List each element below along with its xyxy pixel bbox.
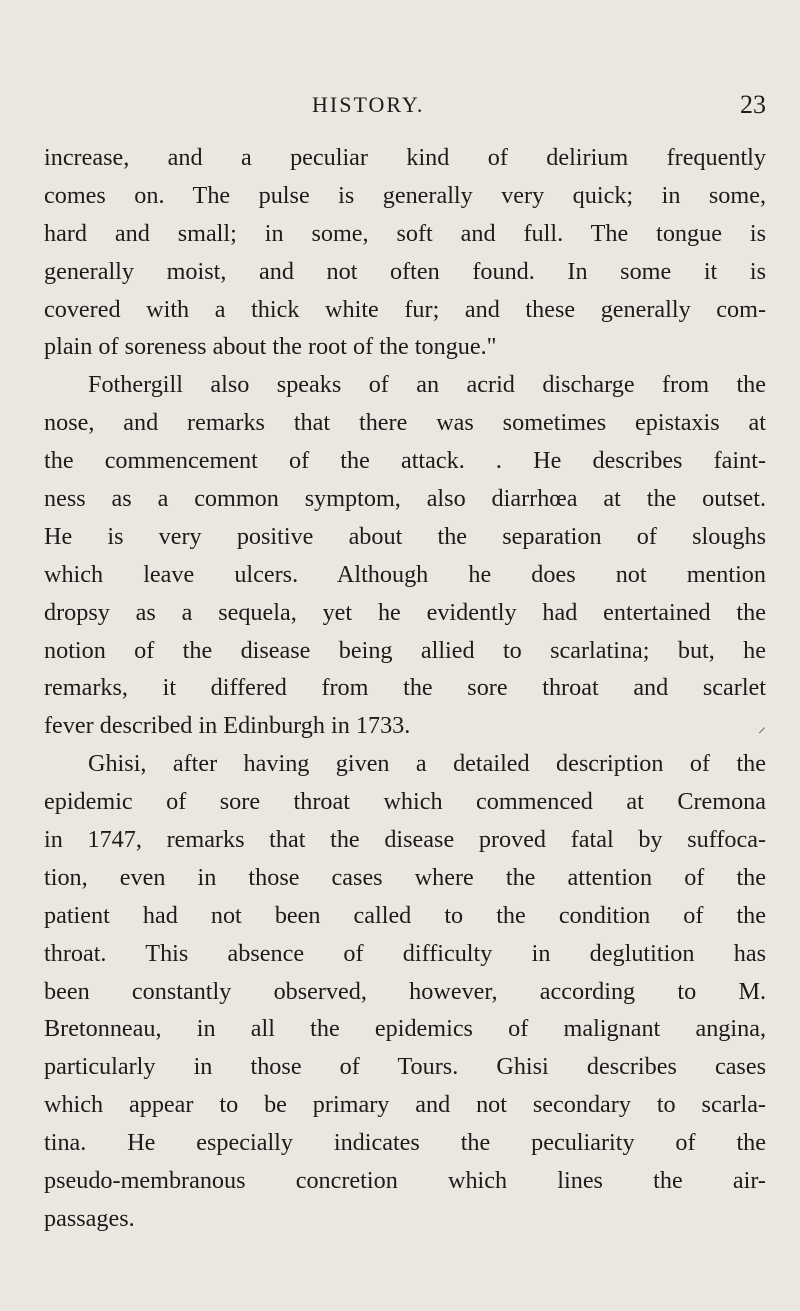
text-line: in 1747, remarks that the disease proved fatal by suffoca- xyxy=(44,826,766,854)
text-line: He is very positive about the separation of sloughs xyxy=(44,522,766,550)
text-line: notion of the disease being allied to scarlatina; but, he xyxy=(44,636,766,664)
text-line: covered with a thick white fur; and these generally com- xyxy=(44,295,766,323)
text-line: which appear to be primary and not secondary to scarla- xyxy=(44,1091,766,1119)
text-line: fever described in Edinburgh in 1733. xyxy=(44,712,411,740)
text-line: ness as a common symptom, also diarrhœa at the outset. xyxy=(44,485,766,513)
text-line: Bretonneau, in all the epidemics of malignant angina, xyxy=(44,1015,766,1043)
text-line: tion, even in those cases where the attention of the xyxy=(44,863,766,891)
text-line: hard and small; in some, soft and full. The tongue is xyxy=(44,219,766,247)
text-line: epidemic of sore throat which commenced at Cremona xyxy=(44,788,766,816)
text-line: Ghisi, after having given a detailed description of the xyxy=(88,750,766,778)
page-number: 23 xyxy=(740,90,766,119)
text-line: nose, and remarks that there was sometimes epistaxis at xyxy=(44,409,766,437)
text-line: patient had not been called to the condition of the xyxy=(44,901,766,929)
text-line: which leave ulcers. Although he does not mention xyxy=(44,560,766,588)
text-line: throat. This absence of difficulty in deglutition has xyxy=(44,939,766,967)
text-line: generally moist, and not often found. In some it is xyxy=(44,257,766,285)
running-head xyxy=(44,92,766,122)
text-line: comes on. The pulse is generally very quick; in some, xyxy=(44,181,766,209)
text-line: passages. xyxy=(44,1204,135,1232)
text-line: pseudo-membranous concretion which lines the air- xyxy=(44,1167,766,1195)
text-line: Fothergill also speaks of an acrid discharge from the xyxy=(88,371,766,399)
text-line: tina. He especially indicates the peculiarity of the xyxy=(44,1129,766,1157)
text-line: plain of soreness about the root of the tongue." xyxy=(44,333,497,361)
text-line: remarks, it differed from the sore throat and scarlet xyxy=(44,674,766,702)
margin-mark: ⸝ xyxy=(757,719,766,736)
text-line: been constantly observed, however, according to M. xyxy=(44,977,766,1005)
body-text xyxy=(44,139,766,1238)
text-line: dropsy as a sequela, yet he evidently had entertained the xyxy=(44,598,766,626)
text-line: increase, and a peculiar kind of delirium frequently xyxy=(44,144,766,171)
running-title: HISTORY. xyxy=(312,92,425,117)
text-line: the commencement of the attack. . He describes faint- xyxy=(44,447,766,475)
text-line: particularly in those of Tours. Ghisi describes cases xyxy=(44,1053,766,1081)
